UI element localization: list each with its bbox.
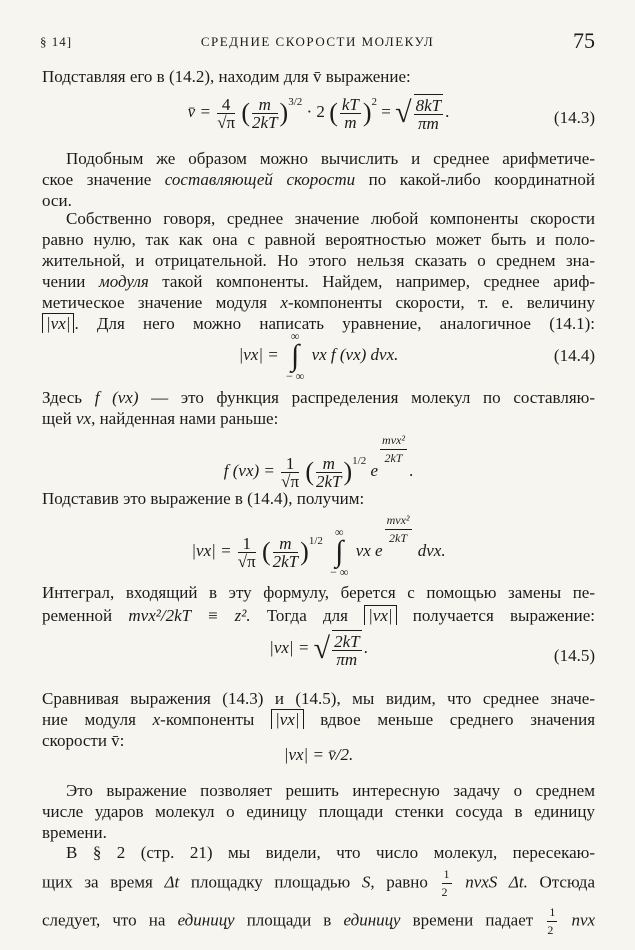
equation-number: (14.3) — [553, 108, 595, 127]
text-line: Подобным же образом можно вычислить и среднее арифметиче- — [66, 149, 595, 168]
integral-sign: ∞ ∫ − ∞ — [330, 525, 349, 580]
equation-number: (14.5) — [553, 646, 595, 665]
fraction: $\frac{1}{√\pi}$ — [281, 453, 300, 491]
fraction: $\frac{kT}{m}$ — [341, 94, 359, 132]
fraction: $\frac{m}{2kT}$ — [272, 533, 299, 571]
eq-lhs: v̄ = — [187, 101, 211, 121]
text-line: Подставляя его в (14.2), находим для v̄ выражение: — [42, 67, 411, 86]
exponent: $\frac{\text{mvx²}}{2kT}$ — [386, 513, 410, 545]
text-line: ременной mvx²/2kT ≡ z². Тогда для |vx| получается выражение: — [42, 606, 596, 625]
running-title: СРЕДНИЕ СКОРОСТИ МОЛЕКУЛ — [200, 34, 435, 49]
text-line: Собственно говоря, среднее значение любой компоненты скорости — [66, 209, 595, 228]
integral-sign: ∞ ∫ − ∞ — [286, 329, 305, 383]
equation-14-4: |vx| = ∞ ∫ − ∞ vx f (vx) dvx. (14.4) — [238, 329, 595, 383]
text-line: щей vx, найденная нами раньше: — [42, 409, 279, 428]
equation-vx: |vx| = $\frac{1}{√\pi}$ ( $\frac{m}{2kT}$ )1/2 ∞ ∫ − ∞ vx e $\frac{\text{mvx²}}{2kT}$ dvx. — [191, 513, 446, 580]
text-line: ское значение составляющей скорости по какой-либо координатной — [42, 170, 595, 189]
text-line: Сравнивая выражения (14.3) и (14.5), мы видим, что среднее значе- — [42, 689, 595, 708]
exponent: 2 — [371, 95, 378, 108]
text-line: следует, что на единицу площади в единицу времени падает $\frac{1}{2}$ nvx — [42, 905, 596, 937]
text-line: щих за время Δt площадку площадью S, равно $\frac{1}{2}$ nvxS Δt. Отсюда — [42, 867, 596, 899]
text-line: чении модуля такой компоненты. Найдем, например, среднее ариф- — [42, 272, 596, 291]
text-line: метическое значение модуля x-компоненты скорости, т. е. величину — [42, 293, 596, 312]
text-line: |vx| . Для него можно написать уравнение, аналогичное (14.1): — [42, 313, 595, 334]
text-line: жительной, и отрицательной. Но этого нельзя сказать о среднем зна- — [42, 251, 595, 270]
equation-14-5: |vx| = √ $\frac{2kT}{\pi m}$ . (14.5) — [269, 632, 595, 669]
equation-14-3: v̄ = $\frac{4}{√\pi}$ ( $\frac{m}{2kT}$ )3/2 · 2 ( $\frac{kT}{m}$ )2 = √ $\frac{8kT}{\pi m}$ . (14.3) — [187, 94, 595, 133]
text-line: оси. — [42, 191, 72, 210]
page-number: 75 — [573, 28, 595, 53]
text-line: Здесь f (vx) — это функция распределения молекул по составляю- — [42, 388, 595, 407]
equation-number: (14.4) — [553, 346, 595, 365]
text-line: числе ударов молекул о единицу площади стенки сосуда в единицу — [42, 802, 595, 821]
sqrt: √ $\frac{8kT}{\pi m}$ — [395, 96, 442, 133]
exponent: $\frac{\text{mvx²}}{2kT}$ — [382, 433, 405, 465]
fraction: $\frac{m}{2kT}$ — [252, 94, 278, 132]
fraction: $\frac{1}{2}$ — [441, 867, 450, 899]
sqrt: √ $\frac{2kT}{\pi m}$ — [313, 632, 360, 669]
section-label: § 14] — [40, 34, 73, 49]
fraction: $\frac{m}{2kT}$ — [316, 453, 342, 491]
fraction: $\frac{4}{√\pi}$ — [217, 94, 236, 132]
fraction: $\frac{1}{2}$ — [547, 905, 556, 937]
exponent: 3/2 — [288, 95, 303, 108]
equation-half: |vx| = v̄/2. — [283, 745, 354, 764]
text-line: скорости v̄: — [42, 731, 125, 750]
text-line: равно нулю, так как она с равной вероятностью может быть и поло- — [42, 230, 595, 249]
text-line: ние модуля x-компоненты |vx| вдвое меньше среднего значения — [42, 710, 596, 729]
text-line: В § 2 (стр. 21) мы видели, что число молекул, пересекаю- — [66, 843, 595, 862]
text-line: времени. — [42, 823, 107, 842]
text-line: Это выражение позволяет решить интересную задачу о среднем — [66, 781, 595, 800]
fraction: $\frac{1}{√\pi}$ — [237, 533, 256, 571]
equation-f: f (vx) = $\frac{1}{√\pi}$ ( $\frac{m}{2kT}$ )1/2 e $\frac{\text{mvx²}}{2kT}$ . — [223, 433, 414, 491]
page-header — [40, 30, 595, 52]
text-line: Подставив это выражение в (14.4), получим: — [42, 489, 365, 508]
text-line: Интеграл, входящий в эту формулу, берется с помощью замены пе- — [42, 583, 595, 602]
